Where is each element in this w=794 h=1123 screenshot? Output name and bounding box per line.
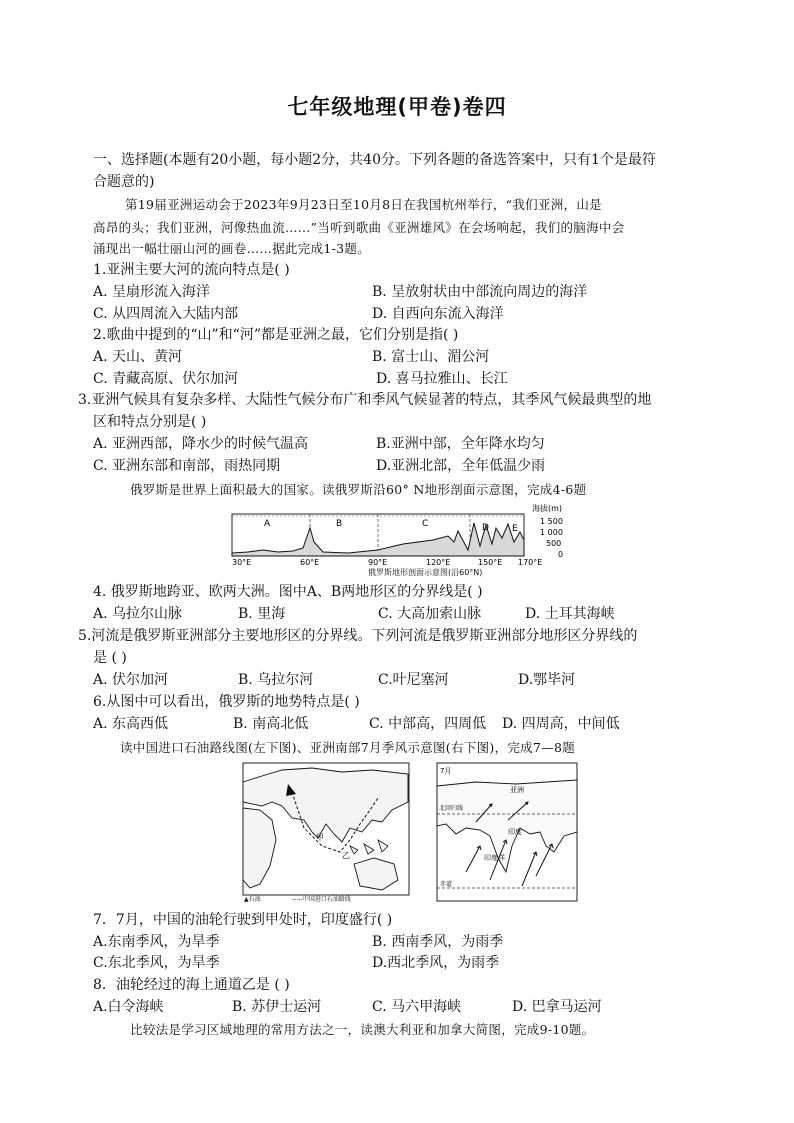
intro1-line3: 涌现出一幅壮丽山河的画卷……据此完成1-3题。: [93, 241, 371, 256]
legend-oil: ▲石油: [244, 896, 261, 903]
map-label-ocean: 印度洋: [484, 854, 505, 862]
q8-stem: 8．油轮经过的海上通道乙是 ( ): [93, 977, 290, 993]
oil-route-map: [242, 762, 410, 904]
q4-option-d[interactable]: D. 土耳其海峡: [525, 606, 615, 622]
q1-option-a[interactable]: A. 呈扇形流入海洋: [93, 284, 211, 300]
profile-unit-label: 海拔(m): [532, 504, 563, 513]
q3-option-a[interactable]: A. 亚洲西部，降水少的时候气温高: [93, 436, 309, 452]
profile-region-a: A: [264, 519, 271, 529]
q5-option-a[interactable]: A. 伏尔加河: [93, 672, 169, 688]
q5-option-b[interactable]: B. 乌拉尔河: [238, 672, 314, 688]
q5-option-d[interactable]: D.鄂毕河: [518, 672, 576, 688]
monsoon-map: [436, 762, 578, 902]
map-label-tropic: 北回归线: [439, 805, 464, 812]
map-label-month: 7月: [440, 767, 452, 775]
q2-option-c[interactable]: C. 青藏高原、伏尔加河: [93, 371, 239, 387]
q1-option-c[interactable]: C. 从四周流入大陆内部: [93, 306, 239, 322]
profile-region-c: C: [422, 519, 429, 529]
profile-region-b: B: [336, 519, 343, 529]
profile-y-tick: 500: [546, 539, 562, 548]
section-heading-line2: 合题意的): [93, 174, 155, 190]
q8-option-a[interactable]: A.白令海峡: [93, 999, 164, 1015]
q4-option-a[interactable]: A. 乌拉尔山脉: [93, 606, 183, 622]
q5-stem-line1: 5.河流是俄罗斯亚洲部分主要地形区的分界线。下列河流是俄罗斯亚洲部分地形区分界线的: [78, 628, 638, 644]
q2-option-a[interactable]: A. 天山、黄河: [93, 349, 183, 365]
intro1-line2: 高昂的头；我们亚洲，河像热血流……”当听到歌曲《亚洲雄风》在会场响起，我们的脑海中会: [93, 220, 625, 235]
intro4: 比较法是学习区域地理的常用方法之一，读澳大利亚和加拿大简图，完成9-10题。: [130, 1022, 595, 1037]
legend-route: -----中国进口石油路线: [292, 896, 351, 903]
profile-region-d: D: [482, 523, 489, 533]
q6-option-b[interactable]: B. 南高北低: [233, 716, 309, 732]
page-title: 七年级地理(甲卷)卷四: [287, 95, 507, 119]
q8-option-d[interactable]: D. 巴拿马运河: [512, 999, 602, 1015]
map-label-india: 印度: [508, 828, 522, 836]
map-label-asia: 亚洲: [510, 786, 524, 794]
q7-option-d[interactable]: D.西北季风，为雨季: [372, 955, 500, 971]
q3-stem-line1: 3.亚洲气候具有复杂多样、大陆性气候分布广和季风气候显著的特点，其季风气候最典型的地: [78, 392, 652, 408]
q4-option-b[interactable]: B. 里海: [238, 606, 286, 622]
q5-option-c[interactable]: C.叶尼塞河: [378, 672, 449, 688]
q4-stem: 4. 俄罗斯地跨亚、欧两大洲。图中A、B两地形区的分界线是( ): [93, 584, 483, 600]
map-label-jia: 甲: [316, 833, 324, 842]
profile-x-tick: 170°E: [518, 558, 543, 567]
q6-stem: 6.从图中可以看出，俄罗斯的地势特点是( ): [93, 694, 360, 710]
q4-option-c[interactable]: C. 大高加索山脉: [378, 606, 482, 622]
q1-option-b[interactable]: B. 呈放射状由中部流向周边的海洋: [372, 284, 588, 300]
profile-y-tick: 1 000: [540, 528, 563, 537]
q2-option-b[interactable]: B. 富士山、湄公河: [372, 349, 490, 365]
q3-option-c[interactable]: C. 亚洲东部和南部，雨热同期: [93, 458, 281, 474]
map-label-yi: 乙: [342, 851, 350, 860]
intro1-line1: 第19届亚洲运动会于2023年9月23日至10月8日在我国杭州举行，“我们亚洲，山是: [125, 197, 602, 212]
profile-y-tick: 1 500: [540, 517, 563, 526]
q6-option-c[interactable]: C. 中部高，四周低: [369, 716, 487, 732]
profile-y-tick: 0: [558, 550, 564, 559]
q3-option-d[interactable]: D.亚洲北部，全年低温少雨: [376, 458, 546, 474]
q3-stem-line2: 区和特点分别是( ): [93, 414, 207, 430]
q7-stem: 7．7月，中国的油轮行驶到甲处时，印度盛行( ): [93, 912, 393, 928]
q6-option-a[interactable]: A. 东高西低: [93, 716, 169, 732]
q3-option-b[interactable]: B.亚洲中部，全年降水均匀: [376, 436, 545, 452]
q2-stem: 2.歌曲中提到的“山”和“河”都是亚洲之最，它们分别是指( ): [93, 327, 459, 343]
russia-profile-diagram: [228, 500, 574, 570]
profile-x-tick: 90°E: [368, 558, 388, 567]
q7-option-a[interactable]: A.东南季风，为旱季: [93, 934, 220, 950]
q6-option-d[interactable]: D. 四周高，中间低: [502, 716, 620, 732]
q7-option-c[interactable]: C.东北季风，为旱季: [93, 955, 220, 971]
q1-stem: 1.亚洲主要大河的流向特点是( ): [93, 262, 290, 278]
profile-x-tick: 150°E: [478, 558, 503, 567]
q7-option-b[interactable]: B. 西南季风，为雨季: [372, 934, 504, 950]
q2-option-d[interactable]: D. 喜马拉雅山、长江: [376, 371, 508, 387]
q8-option-c[interactable]: C. 马六甲海峡: [372, 999, 462, 1015]
profile-x-tick: 120°E: [426, 558, 451, 567]
intro2: 俄罗斯是世界上面积最大的国家。读俄罗斯沿60° N地形剖面示意图，完成4-6题: [130, 482, 587, 497]
profile-x-tick: 30°E: [232, 558, 252, 567]
profile-caption: 俄罗斯地形剖面示意图(沿60°N): [368, 568, 483, 577]
q5-stem-line2: 是 ( ): [93, 650, 127, 666]
q1-option-d[interactable]: D. 自西向东流入海洋: [372, 306, 504, 322]
map-label-equator: 赤道: [440, 881, 453, 888]
profile-x-tick: 60°E: [300, 558, 320, 567]
section-heading-line1: 一、选择题(本题有20小题，每小题2分，共40分。下列各题的备选答案中，只有1个是最符: [93, 152, 656, 168]
profile-region-e: E: [512, 524, 518, 534]
intro3: 读中国进口石油路线图(左下图)、亚洲南部7月季风示意图(右下图)，完成7—8题: [120, 740, 576, 755]
q8-option-b[interactable]: B. 苏伊士运河: [232, 999, 322, 1015]
